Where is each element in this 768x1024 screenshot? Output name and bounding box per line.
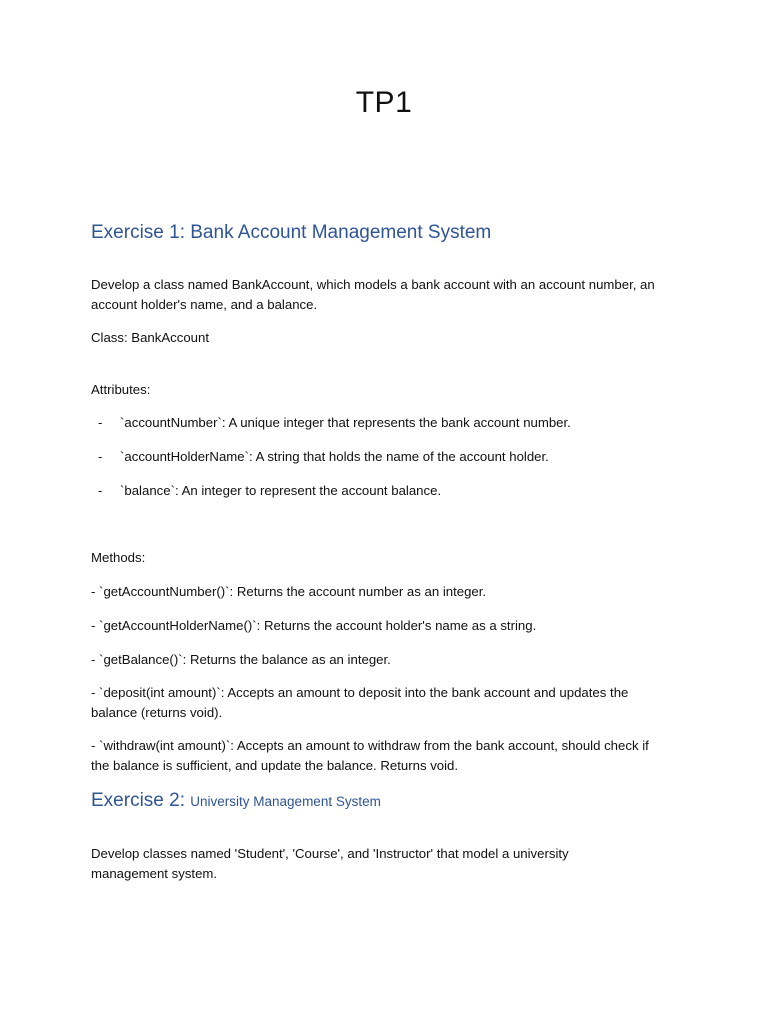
exercise-2-intro: Develop classes named 'Student', 'Course', and 'Instructor' that model a university management system. — [91, 846, 569, 881]
attribute-text: `balance`: An integer to represent the account balance. — [120, 483, 442, 498]
bullet-marker: - — [98, 449, 103, 464]
attribute-item — [98, 413, 571, 433]
methods-label: Methods: — [91, 550, 146, 565]
exercise-2-heading — [91, 790, 381, 812]
method-item: - `getAccountNumber()`: Returns the account number as an integer. — [91, 584, 487, 599]
exercise-1-heading: Exercise 1: Bank Account Management System — [91, 222, 492, 243]
attribute-text: `accountNumber`: A unique integer that represents the bank account number. — [120, 415, 571, 430]
method-item: - `withdraw(int amount)`: Accepts an amount to withdraw from the bank account, should check if the balance is sufficient, and update the balance. Returns void. — [91, 738, 649, 773]
attribute-item — [98, 481, 441, 501]
bullet-marker: - — [98, 483, 103, 498]
document-title: TP1 — [355, 86, 413, 119]
method-item: - `getBalance()`: Returns the balance as an integer. — [91, 652, 391, 667]
exercise-1-intro: Develop a class named BankAccount, which models a bank account with an account number, an account holder's name, and a balance. — [91, 277, 655, 312]
bullet-marker: - — [98, 415, 103, 430]
exercise-2-heading-suffix: University Management System — [190, 794, 381, 809]
attribute-text: `accountHolderName`: A string that holds the name of the account holder. — [120, 449, 549, 464]
class-line: Class: BankAccount — [91, 330, 210, 345]
method-item: - `getAccountHolderName()`: Returns the account holder's name as a string. — [91, 618, 537, 633]
exercise-2-heading-prefix: Exercise 2: — [91, 790, 191, 811]
attribute-item — [98, 447, 549, 467]
attributes-label: Attributes: — [91, 382, 151, 397]
method-item: - `deposit(int amount)`: Accepts an amount to deposit into the bank account and updates the balance (returns void). — [91, 685, 629, 720]
